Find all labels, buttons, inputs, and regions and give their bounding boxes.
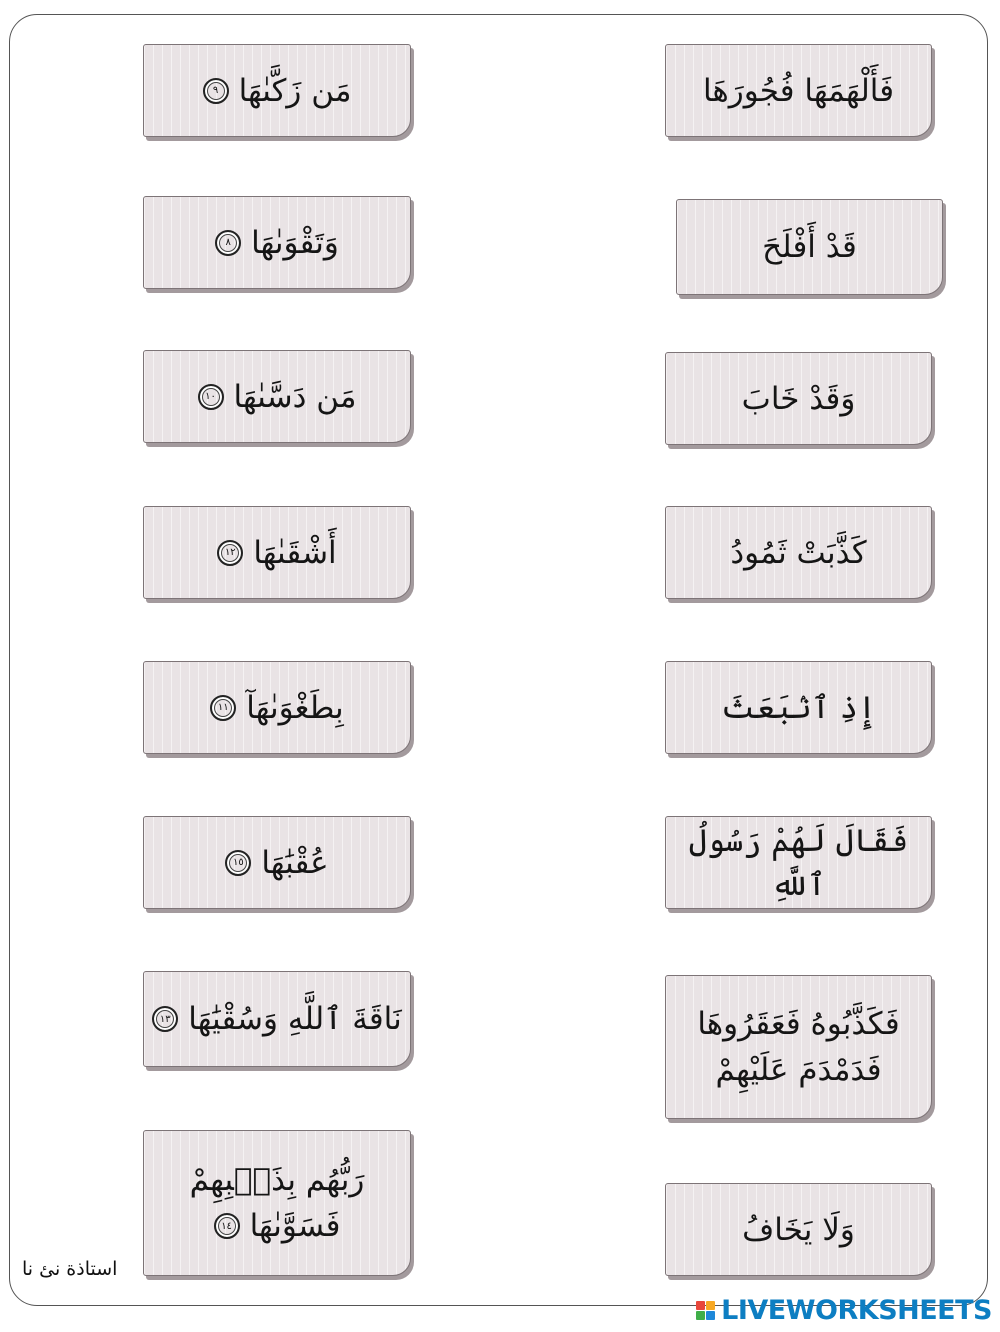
brand-wordmark: LIVEWORKSHEETS	[721, 1295, 992, 1326]
card-text: وَقَدْ خَابَ	[741, 380, 856, 417]
card-text: وَلَا يَخَافُ	[742, 1211, 855, 1248]
card-text-line-1: رَبُّهُم بِذَنۢبِهِمْ	[189, 1162, 365, 1198]
verse-number-marker: ١٤	[214, 1213, 240, 1239]
liveworksheets-brand[interactable]	[696, 1295, 992, 1326]
card-text: مَن دَسَّىٰهَا	[233, 378, 357, 415]
card-text: فَقَالَ لَهُمْ رَسُولُ ٱللَّهِ	[688, 822, 909, 903]
right-card-3[interactable]	[665, 352, 932, 445]
liveworksheets-logo-icon	[696, 1301, 715, 1320]
right-card-1[interactable]	[665, 44, 932, 137]
right-card-7[interactable]	[665, 975, 932, 1119]
card-text: فَأَلْهَمَهَا فُجُورَهَا	[702, 72, 895, 109]
verse-number-marker: ١٥	[225, 850, 251, 876]
logo-square-red	[696, 1301, 705, 1310]
left-card-6[interactable]	[143, 816, 411, 909]
card-text: كَذَّبَتْ ثَمُودُ	[730, 534, 867, 571]
card-text: مَن زَكَّىٰهَا	[238, 72, 352, 109]
right-card-8[interactable]	[665, 1183, 932, 1276]
right-card-5[interactable]	[665, 661, 932, 754]
left-card-8[interactable]	[143, 1130, 411, 1276]
card-text: نَاقَةَ ٱللَّهِ وَسُقْيَٰهَا	[188, 1001, 402, 1037]
card-text: عُقْبَٰهَا	[261, 844, 329, 881]
left-card-3[interactable]	[143, 350, 411, 443]
right-card-4[interactable]	[665, 506, 932, 599]
left-card-4[interactable]	[143, 506, 411, 599]
card-text-line-2: فَسَوَّىٰهَا	[249, 1208, 341, 1244]
card-text: بِطَغْوَىٰهَآ	[246, 689, 344, 726]
verse-number-marker: ٨	[215, 230, 241, 256]
logo-square-blue	[706, 1311, 715, 1320]
left-card-5[interactable]	[143, 661, 411, 754]
right-card-6[interactable]	[665, 816, 932, 909]
verse-number-marker: ١٣	[152, 1006, 178, 1032]
right-card-2[interactable]	[676, 199, 943, 295]
card-text: أَشْقَىٰهَا	[253, 534, 337, 571]
left-card-1[interactable]	[143, 44, 411, 137]
card-text: قَدْ أَفْلَحَ	[762, 229, 857, 265]
left-card-7[interactable]	[143, 971, 411, 1067]
verse-number-marker: ١١	[210, 695, 236, 721]
card-text: وَتَقْوَىٰهَا	[251, 224, 339, 261]
teacher-name: استاذة نئ نا	[22, 1258, 118, 1280]
verse-number-marker: ١٠	[198, 384, 224, 410]
logo-square-orange	[706, 1301, 715, 1310]
card-text-line-2: فَدَمْدَمَ عَلَيْهِمْ	[715, 1052, 882, 1088]
logo-square-green	[696, 1311, 705, 1320]
card-text-line-1: فَكَذَّبُوهُ فَعَقَرُوهَا	[697, 1006, 900, 1042]
verse-number-marker: ١٢	[217, 540, 243, 566]
card-text: إِذِ ٱنۢبَعَثَ	[720, 689, 877, 726]
verse-number-marker: ٩	[203, 78, 229, 104]
left-card-2[interactable]	[143, 196, 411, 289]
